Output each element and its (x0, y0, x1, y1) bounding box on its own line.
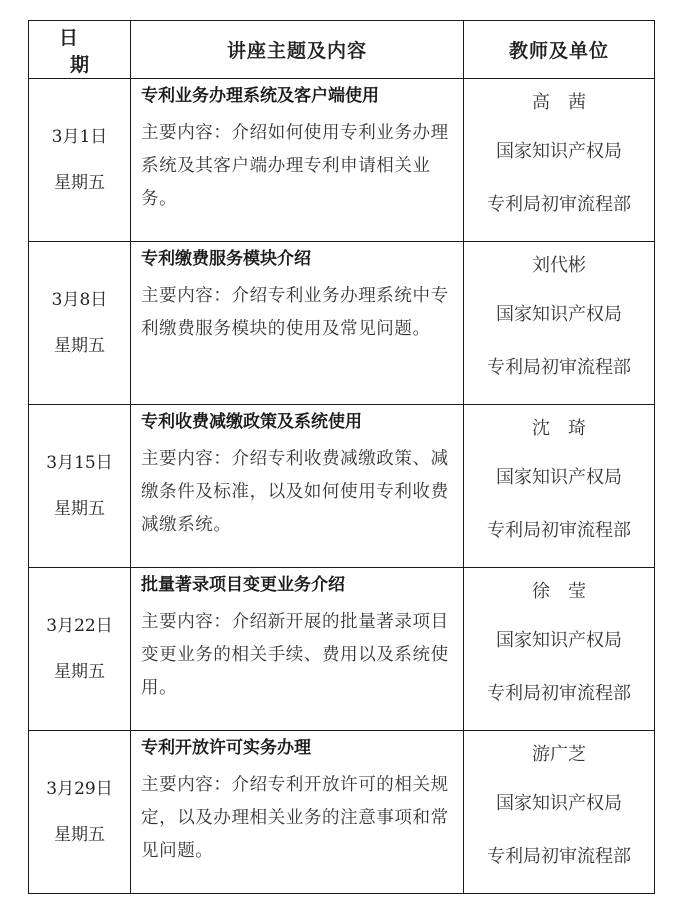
teacher-cell (464, 79, 655, 242)
topic-content: 主要内容：介绍如何使用专利业务办理系统及其客户端办理专利申请相关业务。 (141, 123, 449, 209)
topic-title: 专利业务办理系统及客户端使用 (141, 86, 379, 106)
topic-cell (131, 731, 464, 894)
date-text: 3月22日 (46, 616, 113, 636)
weekday-text: 星期五 (54, 662, 105, 682)
teacher-cell (464, 405, 655, 568)
teacher-org: 国家知识产权局 (496, 141, 622, 162)
header-date (29, 21, 142, 79)
teacher-name: 徐 莹 (532, 581, 586, 602)
topic-content: 主要内容：介绍专利业务办理系统中专利缴费服务模块的使用及常见问题。 (141, 286, 449, 339)
topic-cell (131, 242, 464, 405)
header-date-label: 日 期 (58, 26, 142, 76)
topic-title: 专利缴费服务模块介绍 (141, 249, 311, 269)
topic-content: 主要内容：介绍专利开放许可的相关规定，以及办理相关业务的注意事项和常见问题。 (141, 775, 449, 861)
teacher-org: 国家知识产权局 (496, 304, 622, 325)
teacher-dept: 专利局初审流程部 (487, 846, 631, 867)
teacher-org: 国家知识产权局 (496, 630, 622, 651)
teacher-cell (464, 242, 655, 405)
teacher-org: 国家知识产权局 (496, 793, 622, 814)
table-row (29, 405, 655, 568)
topic-title: 批量著录项目变更业务介绍 (141, 575, 345, 595)
weekday-text: 星期五 (54, 825, 105, 845)
date-text: 3月15日 (46, 453, 113, 473)
topic-content: 主要内容：介绍专利收费减缴政策、减缴条件及标准，以及如何使用专利收费减缴系统。 (141, 449, 449, 535)
teacher-name: 游广芝 (532, 744, 586, 765)
topic-title: 专利收费减缴政策及系统使用 (141, 412, 362, 432)
date-cell (29, 405, 131, 568)
teacher-name: 高 茜 (532, 92, 586, 113)
teacher-org: 国家知识产权局 (496, 467, 622, 488)
header-topic: 讲座主题及内容 (131, 21, 464, 79)
lecture-schedule-table (28, 20, 655, 894)
table-row (29, 731, 655, 894)
topic-title: 专利开放许可实务办理 (141, 738, 311, 758)
date-text: 3月1日 (51, 127, 108, 147)
teacher-dept: 专利局初审流程部 (487, 520, 631, 541)
teacher-name: 沈 琦 (532, 418, 586, 439)
table-row (29, 242, 655, 405)
teacher-cell (464, 731, 655, 894)
teacher-cell (464, 568, 655, 731)
header-teacher: 教师及单位 (464, 21, 655, 79)
table-row (29, 79, 655, 242)
topic-cell (131, 79, 464, 242)
weekday-text: 星期五 (54, 499, 105, 519)
date-text: 3月29日 (46, 779, 113, 799)
date-cell (29, 242, 131, 405)
date-cell (29, 731, 131, 894)
weekday-text: 星期五 (54, 336, 105, 356)
topic-cell (131, 568, 464, 731)
date-cell (29, 568, 131, 731)
teacher-dept: 专利局初审流程部 (487, 194, 631, 215)
table-header-row (29, 21, 655, 79)
date-cell (29, 79, 131, 242)
teacher-dept: 专利局初审流程部 (487, 683, 631, 704)
topic-content: 主要内容：介绍新开展的批量著录项目变更业务的相关手续、费用以及系统使用。 (141, 612, 449, 698)
topic-cell (131, 405, 464, 568)
table-row (29, 568, 655, 731)
teacher-name: 刘代彬 (532, 255, 586, 276)
date-text: 3月8日 (51, 290, 108, 310)
weekday-text: 星期五 (54, 173, 105, 193)
teacher-dept: 专利局初审流程部 (487, 357, 631, 378)
